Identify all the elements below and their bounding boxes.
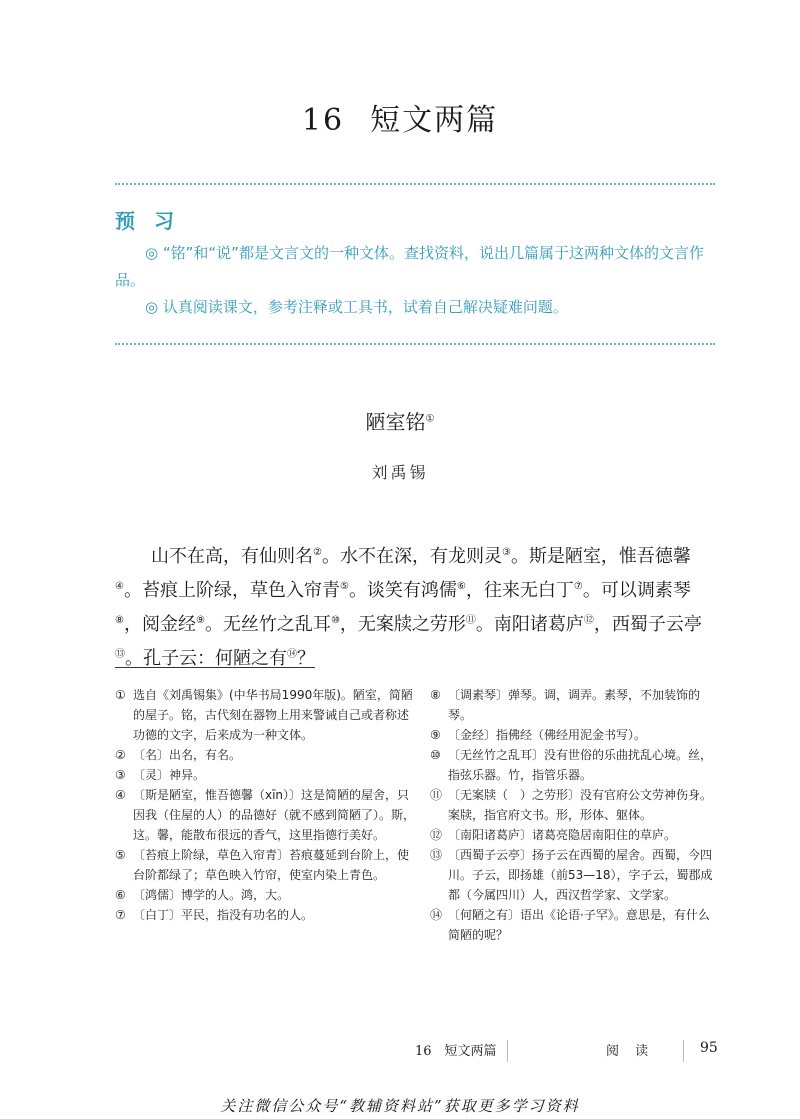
footnote-number: ⑪ [430, 788, 443, 802]
footnote-item [115, 885, 420, 905]
footnote-item [115, 745, 420, 765]
footnote-text: 〔调素琴〕弹琴。调，调弄。素琴，不加装饰的琴。 [448, 688, 701, 722]
footnote-text: 〔苔痕上阶绿，草色入帘青〕苔痕蔓延到台阶上，使台阶都绿了；草色映入竹帘，使室内染上青色。 [133, 848, 410, 882]
poem-title-note-ref: ① [425, 413, 435, 425]
footnote-item [115, 765, 420, 785]
footnote-item [430, 725, 715, 745]
poem-author: 刘禹锡 [371, 463, 429, 482]
footnote-number: ④ [115, 788, 126, 802]
poem-text: ，西蜀子云亭 [593, 614, 702, 635]
poem-text: 。水不在深，有龙则灵 [321, 546, 502, 567]
footnote-text: 选自《刘禹锡集》(中华书局1990年版)。陋室，简陋的屋子。铭，古代刻在器物上用来警诫自己或者称述功德的文字，后来成为一种文体。 [133, 688, 413, 742]
footnote-text: 〔斯是陋室，惟吾德馨（xīn）〕这是简陋的屋舍，只因我（住屋的人）的品德好（就不感到简陋了）。斯，这。馨，能散布很远的香气，这里指德行美好。 [133, 788, 416, 842]
preview-item-2: ◎ 认真阅读课文，参考注释或工具书，试着自己解决疑难问题。 [145, 298, 568, 316]
footnote-text: 〔名〕出名，有名。 [133, 748, 242, 762]
footnote-item [430, 825, 715, 845]
footnote-text: 〔南阳诸葛庐〕诸葛亮隐居南阳住的草庐。 [448, 828, 677, 842]
poem-title-text: 陋室铭 [365, 410, 426, 434]
footer-separator [683, 1040, 684, 1062]
preview-heading: 预 习 [115, 209, 180, 233]
notes-column-right [430, 685, 715, 945]
footnote-text: 〔灵〕神异。 [133, 768, 206, 782]
lesson-number: 16 [301, 103, 345, 138]
footnote-number: ⑤ [115, 848, 126, 862]
footnote-text: 〔无丝竹之乱耳〕没有世俗的乐曲扰乱心境。丝，指弦乐器。竹，指管乐器。 [448, 748, 713, 782]
footnote-item [430, 905, 715, 945]
poem-title [0, 406, 800, 435]
footer-category: 阅 读 [606, 1044, 655, 1059]
footnote-ref: ④ [115, 581, 124, 592]
footnote-item [430, 785, 715, 825]
poem-text: 。可以调素琴 [582, 580, 691, 601]
poem-text: 。苔痕上阶绿，草色入帘青 [123, 580, 340, 601]
footnote-number: ① [115, 688, 126, 702]
footnote-number: ⑦ [115, 908, 126, 922]
footnote-ref: ② [313, 547, 322, 558]
footnote-number: ⑩ [430, 748, 441, 762]
footnote-text: 〔白丁〕平民，指没有功名的人。 [133, 908, 314, 922]
poem-text: 。孔子云：何陋之有 [125, 648, 287, 669]
footnote-text: 〔何陋之有〕语出《论语·子罕》。意思是，有什么简陋的呢？ [448, 908, 710, 942]
footnote-number: ⑫ [430, 828, 443, 842]
footnote-ref: ⑧ [115, 615, 124, 626]
footnote-item [115, 785, 420, 845]
footnote-item [430, 745, 715, 785]
footnote-ref: ③ [501, 547, 511, 558]
poem-text: ，无案牍之劳形 [339, 614, 466, 635]
page-footer [0, 1040, 800, 1064]
footnote-number: ③ [115, 768, 126, 782]
poem-text: 。谈笑有鸿儒 [348, 580, 457, 601]
footer-separator [507, 1040, 508, 1062]
watermark-text: 关注微信公众号“教辅资料站”获取更多学习资料 [220, 1097, 580, 1115]
footnote-ref: ⑤ [339, 581, 349, 592]
footnote-number: ⑥ [115, 888, 126, 902]
lesson-title [0, 95, 800, 139]
poem-text: 。南阳诸葛庐 [475, 614, 584, 635]
footnote-number: ② [115, 748, 126, 762]
footer-section: 16 短文两篇 [415, 1044, 497, 1059]
footnote-ref: ⑬ [115, 649, 125, 660]
notes-column-left [115, 685, 420, 925]
footnote-number: ⑭ [430, 908, 443, 922]
footnote-text: 〔西蜀子云亭〕扬子云在西蜀的屋舍。西蜀，今四川。子云，即扬雄（前53—18），字子云，蜀郡成都（今属四川）人，西汉哲学家、文学家。 [448, 848, 713, 902]
dotted-divider-top [115, 183, 715, 185]
notes-rule [115, 667, 315, 668]
footnote-ref: ⑪ [465, 615, 476, 626]
footnote-text: 〔无案牍（ ）之劳形〕没有官府公文劳神伤身。案牍，指官府文书。形，形体、躯体。 [448, 788, 713, 822]
poem-text: ，阅金经 [123, 614, 196, 635]
footnote-number: ⑨ [430, 728, 441, 742]
poem-text: 山不在高，有仙则名 [151, 546, 313, 567]
footnote-text: 〔金经〕指佛经（佛经用泥金书写）。 [448, 728, 647, 742]
lesson-title-text: 短文两篇 [370, 103, 499, 138]
preview-box [115, 205, 715, 321]
footnote-ref: ⑦ [573, 581, 583, 592]
preview-item-1: ◎ “铭”和“说”都是文言文的一种文体。查找资料，说出几篇属于这两种文体的文言作品。 [115, 244, 704, 289]
page-number: 95 [700, 1040, 718, 1056]
footnote-number: ⑬ [430, 848, 443, 862]
dotted-divider-bottom [115, 343, 715, 345]
footnote-ref: ⑥ [456, 581, 466, 592]
footnote-item [115, 845, 420, 885]
footnote-ref: ⑫ [583, 615, 594, 626]
poem-text: ？ [297, 648, 315, 669]
footnote-item [430, 685, 715, 725]
poem-body [115, 538, 715, 674]
poem-text: ，往来无白丁 [465, 580, 574, 601]
footnote-item [430, 845, 715, 905]
footnote-ref: ⑨ [195, 615, 205, 626]
poem-text: 。无丝竹之乱耳 [204, 614, 331, 635]
poem-text: 。斯是陋室，惟吾德馨 [510, 546, 691, 567]
footnote-ref: ⑩ [330, 615, 340, 626]
footnote-text: 〔鸿儒〕博学的人。鸿，大。 [133, 888, 290, 902]
footnote-item [115, 685, 420, 745]
footnote-ref: ⑭ [287, 649, 297, 660]
footnote-item [115, 905, 420, 925]
footnote-number: ⑧ [430, 688, 441, 702]
